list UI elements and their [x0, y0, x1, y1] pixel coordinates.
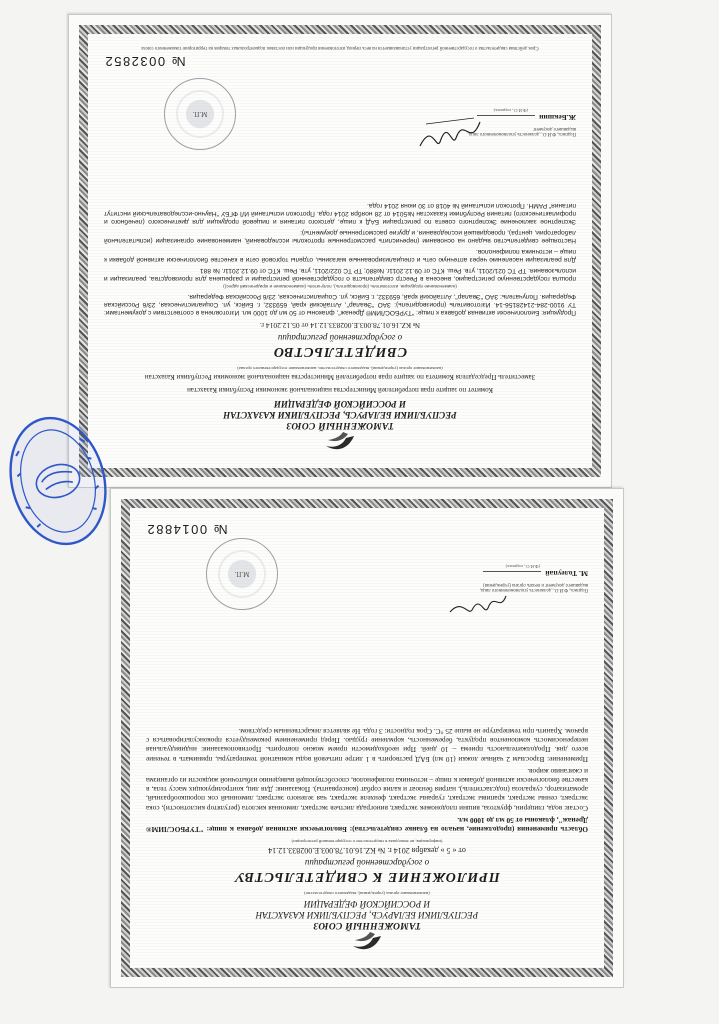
appendix-subtitle: о государственной регистрации — [304, 858, 430, 869]
registration-paragraph: прошла государственную регистрацию, внесена в Реестр свидетельств о государственной регистрации и разрешена для производства, реализации и использования. ТР ТС 021/2011, утв. Реш. КТС от 09.12.2011г. №880; ТР ТС 022/2011, утв. Реш. КТС от 09.12.2011г. № 881 — [104, 267, 576, 282]
signer-caption: (Ф.И.О., подпись) — [493, 108, 528, 113]
certificate-ornamental-frame — [79, 25, 601, 477]
republics-heading: РЕСПУБЛИКИ БЕЛАРУСЬ, РЕСПУБЛИКИ КАЗАХСТАН — [255, 910, 479, 920]
customs-union-emblem-icon — [322, 430, 358, 454]
appendix-number: от « 5 » декабря 2014 г. № KZ.16.01.78.003.E.002833.12.14 — [268, 846, 466, 856]
expert-paragraph: Экспертное заключение Экспертного совета по регистрации БАД к пище, детского питания и пищевой продукции для диетического (лечебного и профилактического) питания Республики Казахстан №5014 от 28 ноября 2014 года. Протокол испытаний ИЛ ФГБУ "Научно-исследовательский институт питания" РАМН. Протокол испытаний № 4018 от 30 июня 2014 года. — [104, 202, 576, 225]
union-heading: ТАМОЖЕННЫЙ СОЮЗ — [286, 420, 394, 430]
company-stamp-icon — [4, 406, 112, 556]
union-heading: ТАМОЖЕННЫЙ СОЮЗ — [313, 920, 421, 930]
federation-heading: И РОССИЙСКОЙ ФЕДЕРАЦИИ — [273, 399, 407, 409]
signer-name: Ж.Бекшин — [456, 113, 576, 122]
composition-paragraph: Состав: вода, глицерин, фруктоза, вишни плодоножек экстракт, винограда листьев экстракт, лимонная кислота (регулятор кислотности), сока экстракт, сенны экстракт, крапивы экстракт, гуараны экстракт, фенхеля экстракт, чая зеленого экстракт, лимонный сок порошкообразный, ароматизатор, сукралоза (подсластитель), натрия бензоат и калия сорбат (консерванты). Показания: Для лиц, контролирующих массу тела, в качестве биологически активной добавки к пище – источника полифенолов, способствующей выведению избыточной жидкости из организма и сжиганию жиров. — [146, 766, 588, 813]
republics-heading: РЕСПУБЛИКИ БЕЛАРУСЬ, РЕСПУБЛИКИ КАЗАХСТАН — [223, 410, 457, 420]
appendix-ornamental-frame — [121, 499, 613, 977]
serial-number: № 0014882 — [146, 522, 228, 537]
certificate-subtitle: о государственной регистрации — [277, 333, 403, 344]
appendix-number-caption: (информация, не вошедшая в свидетельство о государственной регистрации) — [291, 839, 443, 845]
signer-role: Подпись, Ф.И.О., должность уполномоченного лица, выдавшего документ — [467, 125, 576, 137]
issuing-authority-sub: Заместитель Председателя Комитета по защите прав потребителей Министерства национальной экономики Республики Казахстан — [144, 373, 536, 382]
product-caption: (наименование продукции, изготовитель (производитель), получатель (наименование и юридический адрес)) — [223, 284, 457, 290]
seal-stamp: М.П. — [206, 538, 278, 610]
certificate-content — [104, 44, 576, 456]
signer-role: Подпись, Ф.И.О., должность уполномоченного лица, выдавшего документ и печать органа (учреждения) — [479, 581, 588, 593]
application-paragraph: Применение: Взрослым 2 чайные ложки (10 мл) БАД растворить в 1 литре питьевой воды комнатной температуры, принимать в течение всего дня. Продолжительность приема – 10 дней. При необходимости прием можно повторить. Противопоказания: индивидуальная непереносимость компонентов продукта, беременность, кормление грудью. Перед применением рекомендуется проконсультироваться с врачом. Хранить при температуре не выше 25 °С. Срок годности: 3 года. Не является лекарственным средством. — [146, 726, 588, 764]
scope-paragraph: Область применения (продолжение, начало на бланке свидетельства): Биологически активная добавка к пище: "ТУРБОСЛИМ® Дренаж", флаконы от 50 мл до 1000 мл. — [146, 815, 588, 834]
handwritten-signature — [446, 588, 508, 618]
issuing-authority: Комитет по защите прав потребителей Министерства национальной экономики Республики Казахстан — [187, 386, 493, 394]
appendix-body — [146, 727, 588, 834]
appendix-content — [146, 518, 588, 956]
federation-heading: И РОССИЙСКОЙ ФЕДЕРАЦИИ — [303, 899, 431, 909]
handwritten-signature — [416, 112, 484, 152]
certificate-title: СВИДЕТЕЛЬСТВО — [272, 344, 408, 360]
authority-caption: (наименование органа (учреждения), выдавшего свидетельство) — [304, 891, 430, 896]
signer-name: М. Толеупай — [468, 569, 588, 578]
certificate-appendix — [110, 488, 624, 988]
seal-stamp: М.П. — [164, 78, 236, 150]
serial-number: № 0032852 — [104, 54, 186, 69]
signer-caption: (Ф.И.О., подпись) — [505, 564, 540, 569]
customs-union-emblem-icon — [349, 930, 385, 954]
certificate-body — [104, 201, 576, 317]
usage-paragraph: Для реализации населению через аптечную сеть и специализированные магазины, отделы торговой сети в качестве биологически активной добавки к пище – источника полифенолов. — [104, 248, 576, 263]
authority-caption: (наименование органа (учреждения), выдавшего свидетельство, наименование государственного органа) — [237, 366, 443, 371]
appendix-title: ПРИЛОЖЕНИЕ К СВИДЕТЕЛЬСТВУ — [234, 869, 500, 885]
registration-certificate — [68, 14, 612, 488]
basis-paragraph: Настоящее свидетельство выдано на основании (перечислить рассмотренные протоколы исследований, наименование организации (испытательной лаборатории, центра), проводившей исследования, и другие рассмотренные документы): — [104, 229, 576, 244]
validity-note: Срок действия свидетельства о государственной регистрации устанавливается на весь период изготовления продукции или поставок подконтрольных товаров на территорию таможенного союза — [141, 44, 539, 50]
certificate-number: № KZ.16.01.78.003.E.002833.12.14 от 05.12.2014 г. — [259, 321, 421, 331]
product-paragraph: Продукция: Биологически активная добавка к пище: "ТУРБОСЛИМ® Дренаж", флаконы от 50 мл до 1000 мл. Изготовлена в соответствии с документами: ТУ 9100-284-21428156-14. Изготовитель (производитель): ЗАО "Эвалар", Алтайский край, 659332, г. Бийск, ул. Социалистическая, 23/6 Российская Федерация. Получатель: ЗАО "Эвалар", Алтайский край, 659332, г. Бийск, ул. Социалистическая, 23/6 Российская Федерация. — [104, 293, 576, 317]
